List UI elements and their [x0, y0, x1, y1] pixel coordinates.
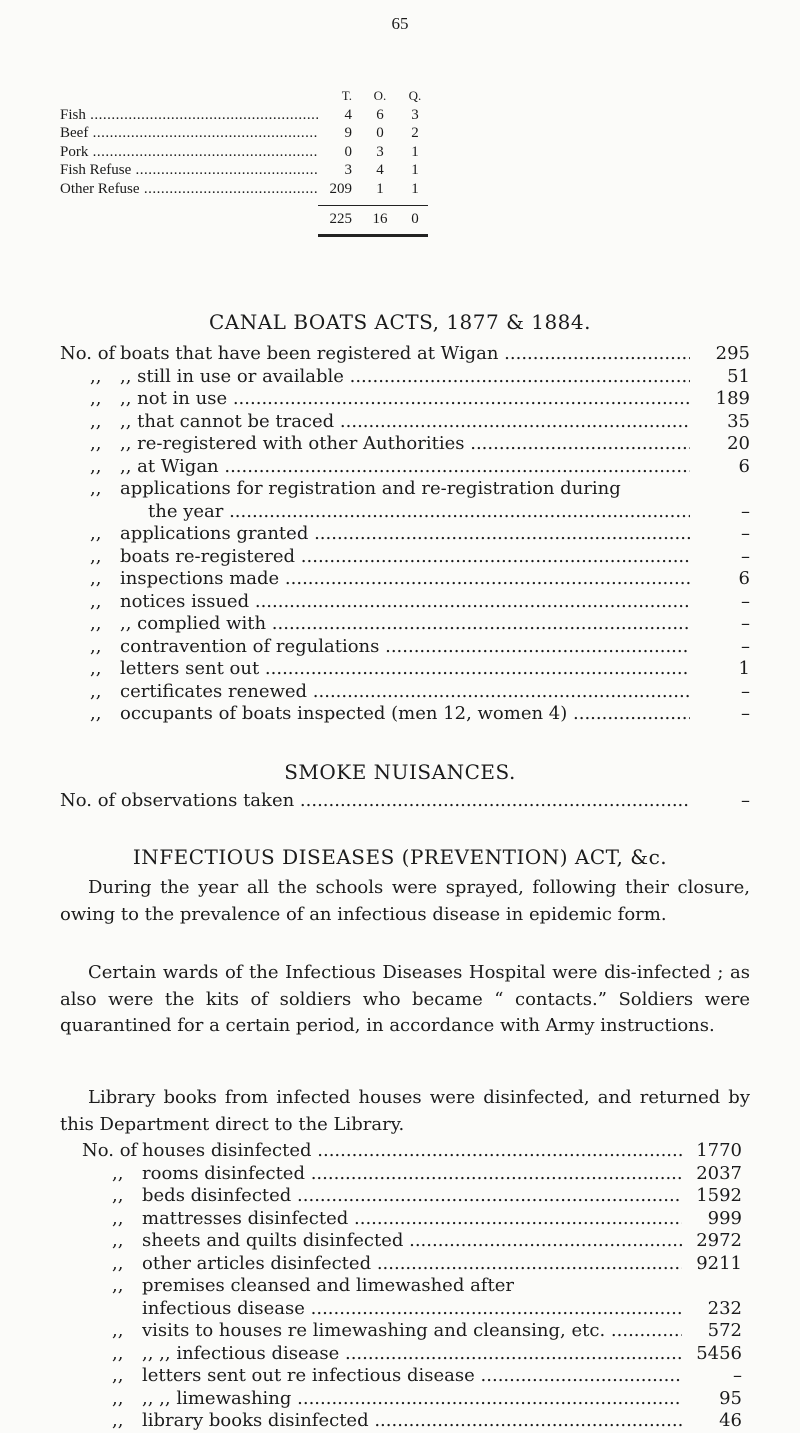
list-item: ,, visits to houses re limewashing and cleansing, etc. ..... 572 [82, 1320, 742, 1343]
food-table-header [60, 88, 430, 107]
list-item: ,, beds disinfected ..... 1592 [82, 1185, 742, 1208]
smoke-title: SMOKE NUISANCES. [284, 760, 516, 784]
list-item: ,, boats re-registered ..... – [60, 546, 750, 569]
total-o: 16 [360, 211, 400, 228]
paragraph-hospital: Certain wards of the Infectious Diseases Hospital were dis-infected ; as also were the kits of soldiers who became “ contacts.” Soldiers were quarantined for a certain period, in accordance with Army instructions. [60, 962, 750, 1036]
list-item: ,, letters sent out ..... 1 [60, 658, 750, 681]
list-item: ,, mattresses disinfected ..... 999 [82, 1208, 742, 1231]
header-q: Q. [395, 88, 435, 104]
infectious-list [82, 1140, 742, 1433]
list-item: ,, ,, ,, limewashing ..... 95 [82, 1388, 742, 1411]
cell-o: 4 [360, 162, 400, 179]
list-item: infectious disease ..... 232 [82, 1298, 742, 1321]
list-item: ,, ,, not in use ..... 189 [60, 388, 750, 411]
cell-t: 9 [318, 125, 352, 142]
row-label: Fish ..... [60, 107, 330, 124]
table-row [60, 162, 430, 181]
list-item: No. of houses disinfected ..... 1770 [82, 1140, 742, 1163]
totals-row [60, 211, 430, 230]
list-item: ,, premises cleansed and limewashed after [112, 1275, 514, 1296]
header-o: O. [360, 88, 400, 104]
list-item: ,, letters sent out re infectious disease ..... – [82, 1365, 742, 1388]
list-item: ,, applications for registration and re-registration during [90, 478, 621, 499]
list-item: ,, ,, that cannot be traced ..... 35 [60, 411, 750, 434]
cell-o: 6 [360, 107, 400, 124]
cell-q: 1 [395, 144, 435, 161]
list-item: ,, ,, re-registered with other Authorities ..... 20 [60, 433, 750, 456]
table-row [60, 125, 430, 144]
cell-t: 3 [318, 162, 352, 179]
row-label: Fish Refuse ..... [60, 162, 330, 179]
row-label: Beef ..... [60, 125, 330, 142]
cell-q: 3 [395, 107, 435, 124]
paragraph-library: Library books from infected houses were disinfected, and returned by this Department direct to the Library. [60, 1087, 750, 1135]
cell-t: 0 [318, 144, 352, 161]
cell-q: 2 [395, 125, 435, 142]
page-number: 65 [391, 14, 409, 33]
table-row [60, 144, 430, 163]
infectious-title: INFECTIOUS DISEASES (PREVENTION) ACT, &c. [132, 845, 668, 869]
list-item: ,, ,, complied with ..... – [60, 613, 750, 636]
list-item: ,, applications granted ..... – [60, 523, 750, 546]
list-item: ,, contravention of regulations ..... – [60, 636, 750, 659]
cell-t: 209 [318, 181, 352, 198]
list-item: the year ..... – [60, 501, 750, 524]
table-row [60, 181, 430, 200]
canal-list [60, 343, 750, 726]
canal-title: CANAL BOATS ACTS, 1877 & 1884. [208, 310, 591, 334]
list-item: No. of observations taken ..... – [60, 790, 750, 813]
list-item: ,, ,, at Wigan ..... 6 [60, 456, 750, 479]
list-item: ,, rooms disinfected ..... 2037 [82, 1163, 742, 1186]
list-item: ,, notices issued ..... – [60, 591, 750, 614]
cell-o: 0 [360, 125, 400, 142]
table-row [60, 107, 430, 126]
list-item: ,, ,, still in use or available ..... 51 [60, 366, 750, 389]
row-label: Pork ..... [60, 144, 330, 161]
header-t: T. [318, 88, 352, 104]
list-item: ,, ,, ,, infectious disease ..... 5456 [82, 1343, 742, 1366]
list-item: ,, sheets and quilts disinfected ..... 2972 [82, 1230, 742, 1253]
table-rule [318, 205, 428, 206]
food-table [60, 88, 430, 230]
total-q: 0 [395, 211, 435, 228]
list-item: No. of boats that have been registered at Wigan ..... 295 [60, 343, 750, 366]
cell-t: 4 [318, 107, 352, 124]
list-item: ,, certificates renewed ..... – [60, 681, 750, 704]
table-double-rule [318, 234, 428, 237]
cell-q: 1 [395, 181, 435, 198]
list-item: ,, library books disinfected ..... 46 [82, 1410, 742, 1433]
paragraph-schools: During the year all the schools were sprayed, following their closure, owing to the prevalence of an infectious disease in epidemic form. [60, 877, 750, 925]
total-t: 225 [318, 211, 352, 228]
list-item: ,, other articles disinfected ..... 9211 [82, 1253, 742, 1276]
smoke-list [60, 790, 750, 813]
row-label: Other Refuse ..... [60, 181, 330, 198]
list-item: ,, inspections made ..... 6 [60, 568, 750, 591]
list-item: ,, occupants of boats inspected (men 12, women 4) ..... – [60, 703, 750, 726]
cell-q: 1 [395, 162, 435, 179]
cell-o: 1 [360, 181, 400, 198]
cell-o: 3 [360, 144, 400, 161]
